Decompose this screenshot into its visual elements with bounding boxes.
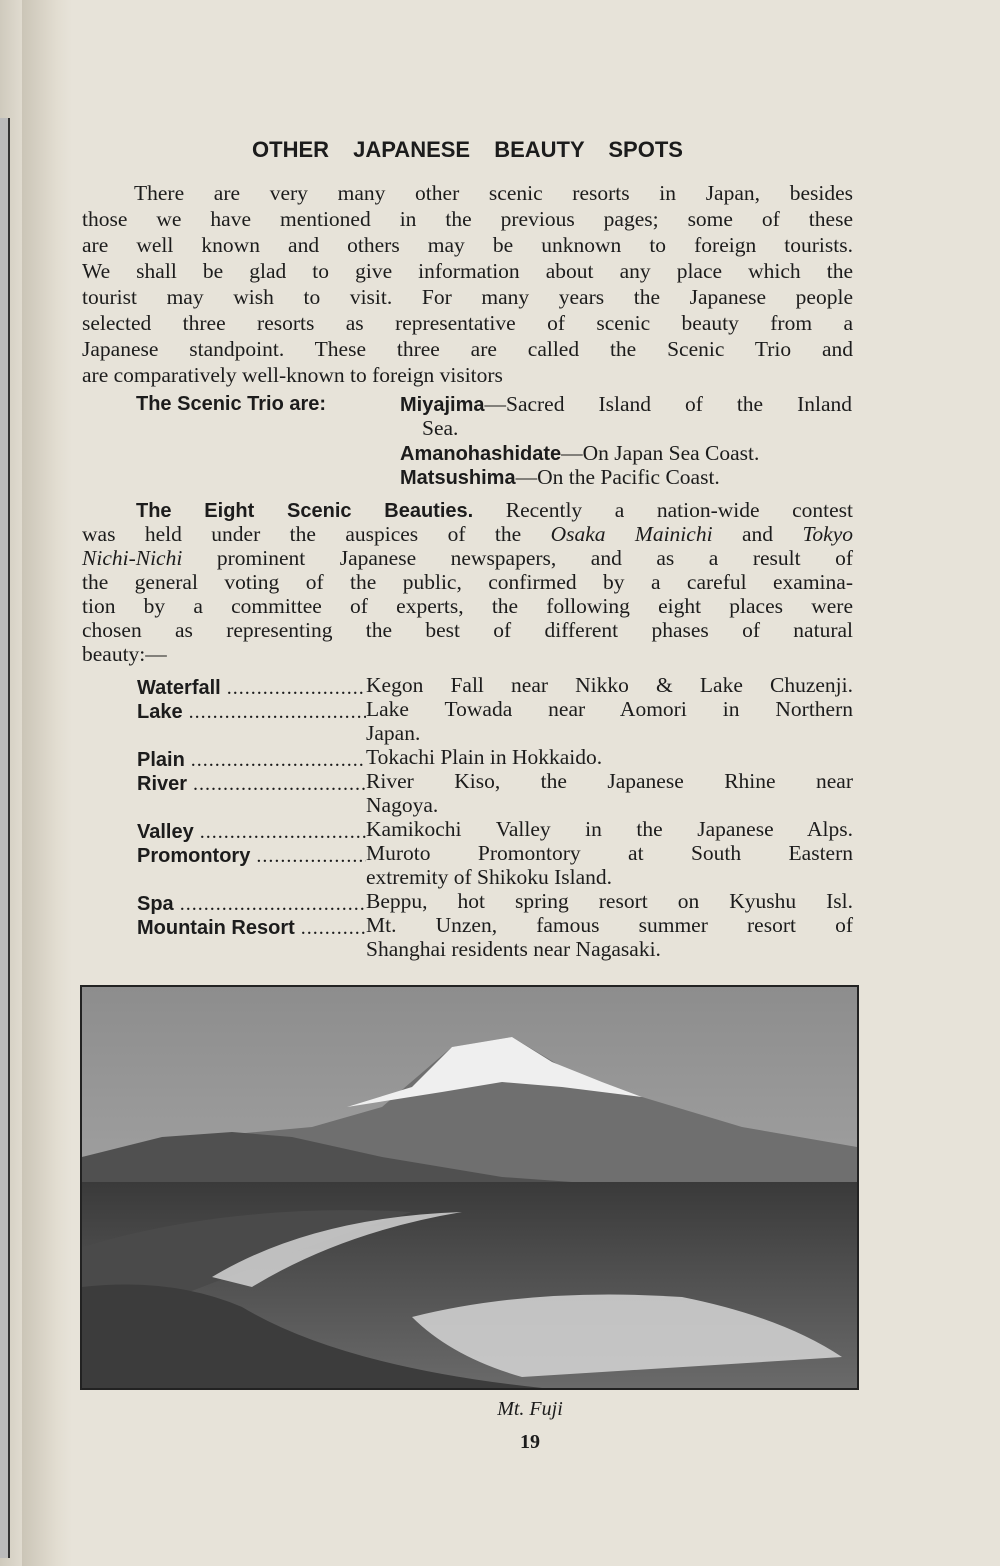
- text-line: [82, 546, 853, 570]
- text-line: [82, 522, 853, 546]
- list-item: [137, 745, 853, 769]
- text: was held under the auspices of the: [82, 522, 551, 546]
- place-desc: Lake Towada near Aomori in Northern: [366, 697, 853, 721]
- book-gutter: [22, 0, 72, 1566]
- trio-desc: —On the Pacific Coast.: [515, 465, 720, 489]
- trio-item-cont: Sea.: [422, 416, 459, 440]
- text-line: selected three resorts as representative of scenic beauty from a: [82, 311, 853, 335]
- text-line: Japanese standpoint. These three are called the Scenic Trio and: [82, 337, 853, 361]
- trio-item: [400, 392, 852, 417]
- list-item: [137, 673, 853, 697]
- list-item: [137, 697, 853, 745]
- text-line: We shall be glad to give information about any place which the: [82, 259, 853, 283]
- newspaper-name: Tokyo: [802, 522, 854, 546]
- place-desc-cont: Nagoya.: [366, 793, 439, 817]
- intro-paragraph: [82, 180, 853, 388]
- text-line: [82, 498, 853, 522]
- place-category: Valley .....: [137, 820, 366, 844]
- place-category: Promontory .....: [137, 844, 366, 868]
- place-desc-cont: Shanghai residents near Nagasaki.: [366, 937, 661, 961]
- place-category: Waterfall .....: [137, 676, 366, 700]
- text-line: the general voting of the public, confirmed by a careful examina-: [82, 570, 853, 594]
- place-category: Lake .....: [137, 700, 366, 724]
- trio-item: [400, 441, 852, 466]
- trio-label: The Scenic Trio are:: [136, 393, 327, 415]
- text-line: beauty:—: [82, 642, 167, 666]
- place-category: Spa .....: [137, 892, 366, 916]
- adjacent-page-strip: [0, 118, 10, 1558]
- place-desc: Kamikochi Valley in the Japanese Alps.: [366, 817, 853, 841]
- text: and: [712, 522, 803, 546]
- trio-name: Miyajima: [400, 394, 485, 416]
- text-line: tourist may wish to visit. For many years the Japanese people: [82, 285, 853, 309]
- place-desc: River Kiso, the Japanese Rhine near: [366, 769, 853, 793]
- trio-name: Matsushima: [400, 467, 516, 489]
- trio-name: Amanohashidate: [400, 443, 562, 465]
- text: prominent Japanese newspapers, and as a result of: [182, 546, 853, 570]
- text-line: There are very many other scenic resorts in Japan, besides: [134, 181, 853, 205]
- place-desc-cont: extremity of Shikoku Island.: [366, 865, 613, 889]
- photo-caption: Mt. Fuji: [497, 1398, 563, 1420]
- place-desc: Beppu, hot spring resort on Kyushu Isl.: [366, 889, 853, 913]
- list-item: [137, 889, 853, 913]
- list-item: [137, 817, 853, 841]
- text: Recently a nation-wide contest: [505, 498, 853, 522]
- section-heading: The Eight Scenic Beauties.: [136, 500, 474, 522]
- trio-desc: —Sacred Island of the Inland: [484, 392, 852, 416]
- eight-beauties-paragraph: [82, 498, 853, 666]
- place-category: Plain .....: [137, 748, 366, 772]
- list-item: [137, 913, 853, 961]
- trio-desc: —On Japan Sea Coast.: [561, 441, 760, 465]
- place-category: River .....: [137, 772, 366, 796]
- text-line: chosen as representing the best of different phases of natural: [82, 618, 853, 642]
- page-title: OTHER JAPANESE BEAUTY SPOTS: [252, 137, 683, 162]
- trio-item: [400, 465, 852, 490]
- text-line: those we have mentioned in the previous pages; some of these: [82, 207, 853, 231]
- newspaper-name: Osaka Mainichi: [550, 522, 713, 546]
- place-category: Mountain Resort .....: [137, 916, 366, 940]
- list-item: [137, 841, 853, 889]
- place-desc-cont: Japan.: [366, 721, 421, 745]
- text-line: are well known and others may be unknown to foreign tourists.: [82, 233, 853, 257]
- text-line: are comparatively well-known to foreign visitors: [82, 363, 503, 387]
- mt-fuji-photo: [80, 985, 859, 1390]
- place-desc: Mt. Unzen, famous summer resort of: [366, 913, 853, 937]
- list-item: [137, 769, 853, 817]
- place-desc: Muroto Promontory at South Eastern: [366, 841, 853, 865]
- text-line: tion by a committee of experts, the following eight places were: [82, 594, 853, 618]
- place-desc: Kegon Fall near Nikko & Lake Chuzenji.: [366, 673, 853, 697]
- scenic-beauties-list: [137, 673, 853, 961]
- page-number: 19: [520, 1431, 540, 1453]
- place-desc: Tokachi Plain in Hokkaido.: [366, 745, 603, 769]
- newspaper-name: Nichi-Nichi: [82, 546, 183, 570]
